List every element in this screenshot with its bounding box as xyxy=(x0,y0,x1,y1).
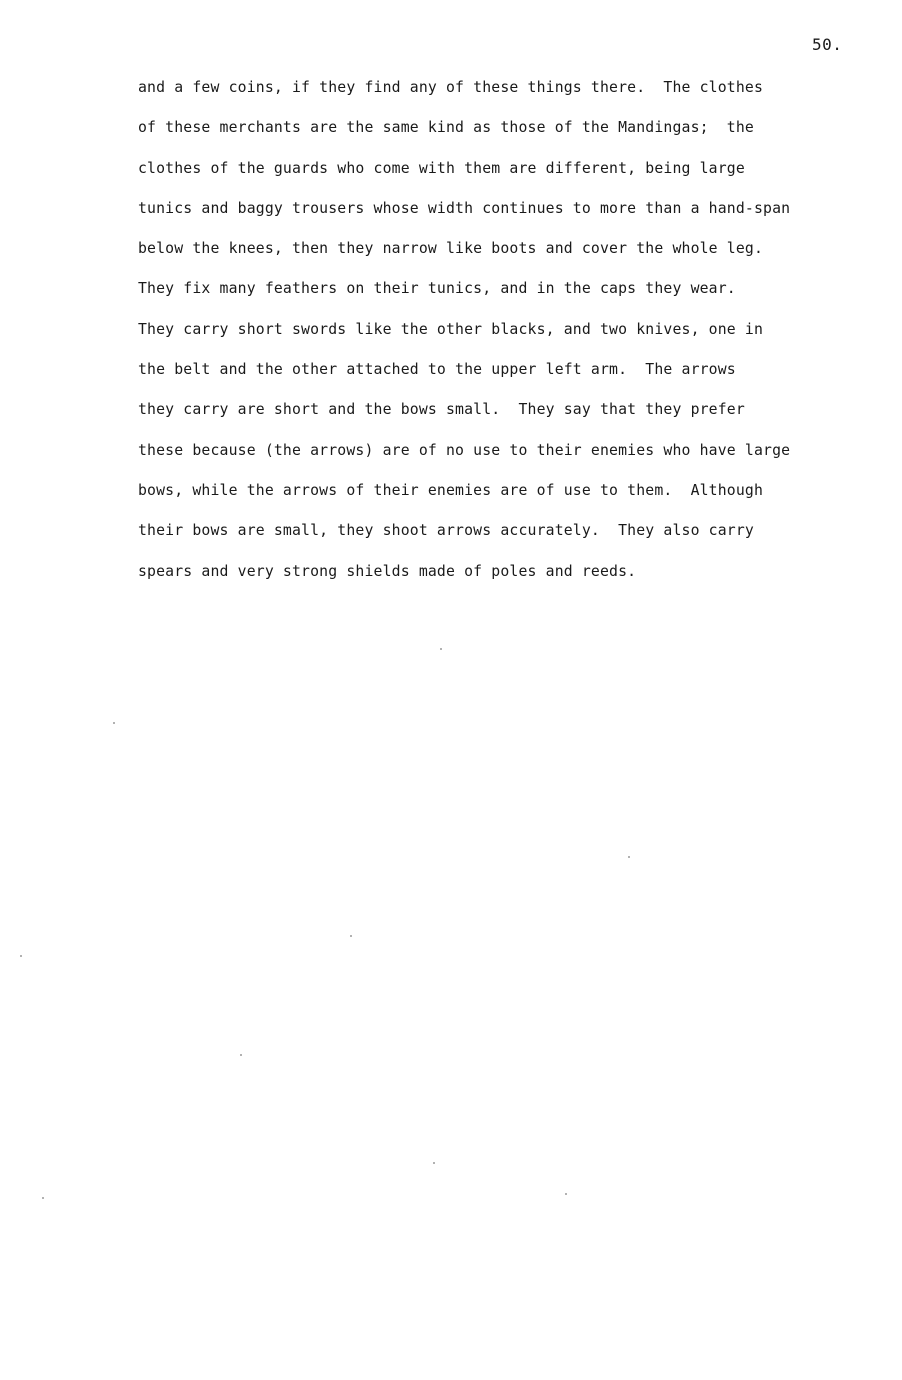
scan-speck xyxy=(433,1162,435,1164)
scan-speck xyxy=(628,856,630,858)
scan-speck xyxy=(20,955,22,957)
scan-speck xyxy=(42,1197,44,1199)
text-line: spears and very strong shields made of poles and reeds. xyxy=(138,562,637,580)
scan-speck xyxy=(113,722,115,724)
scan-speck xyxy=(240,1054,242,1056)
text-line: bows, while the arrows of their enemies are of use to them. Although xyxy=(138,481,764,499)
text-line: the belt and the other attached to the upper left arm. The arrows xyxy=(138,361,736,379)
text-line: these because (the arrows) are of no use to their enemies who have large xyxy=(138,441,791,459)
text-line: tunics and baggy trousers whose width continues to more than a hand-span xyxy=(138,199,791,217)
text-line: of these merchants are the same kind as those of the Mandingas; the xyxy=(138,119,754,137)
text-line: They fix many feathers on their tunics, and in the caps they wear. xyxy=(138,280,736,298)
text-line: below the knees, then they narrow like boots and cover the whole leg. xyxy=(138,240,764,258)
scan-speck xyxy=(565,1193,567,1195)
text-line: they carry are short and the bows small. They say that they prefer xyxy=(138,401,745,419)
text-line: their bows are small, they shoot arrows accurately. They also carry xyxy=(138,522,754,540)
body-text xyxy=(138,74,878,598)
page-number: 50. xyxy=(812,35,843,54)
scan-speck xyxy=(350,935,352,937)
scan-speck xyxy=(440,648,442,650)
text-line: They carry short swords like the other blacks, and two knives, one in xyxy=(138,320,764,338)
text-line: and a few coins, if they find any of these things there. The clothes xyxy=(138,79,764,96)
text-line: clothes of the guards who come with them are different, being large xyxy=(138,159,745,177)
